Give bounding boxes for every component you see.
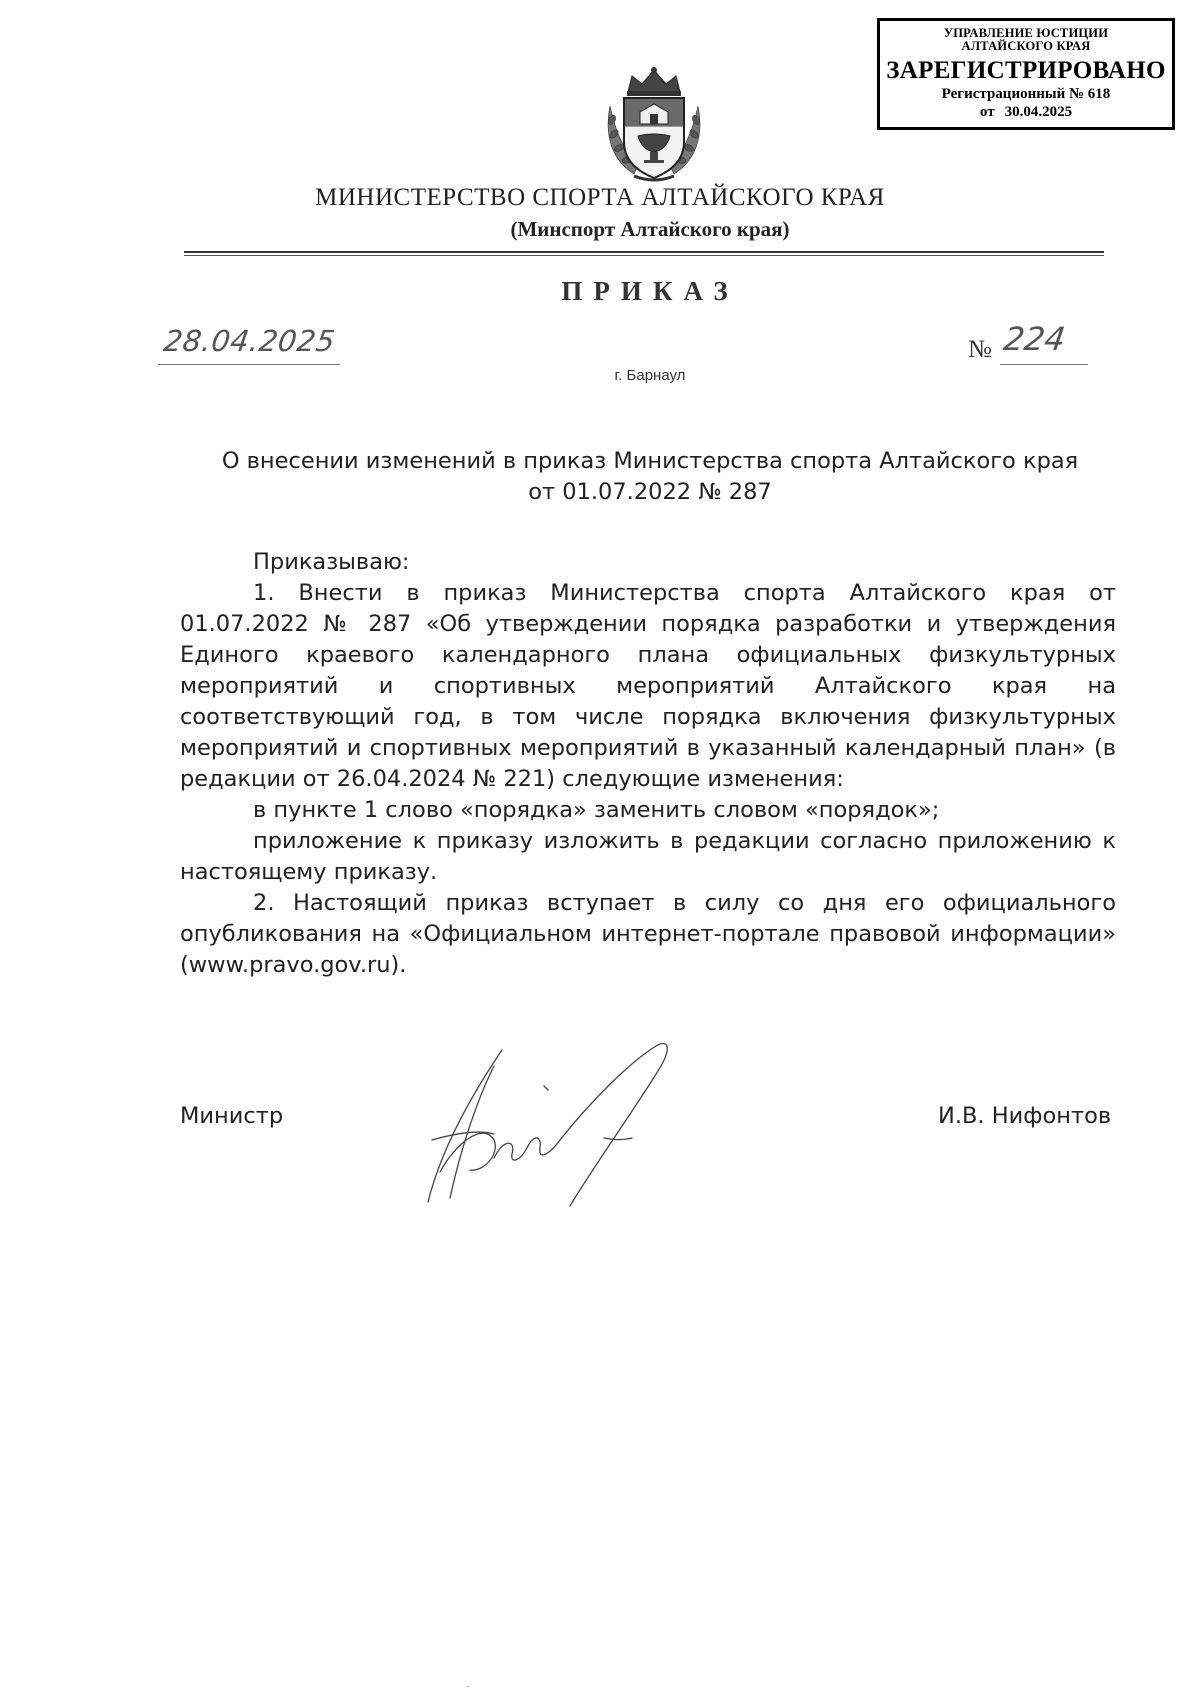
body-paragraph-3: приложение к приказу изложить в редакции согласно приложению к настоящему приказу. <box>180 828 1116 885</box>
header-divider <box>184 251 1104 253</box>
document-title <box>180 446 1120 508</box>
title-line-2: от 01.07.2022 № 287 <box>528 479 772 505</box>
document-date: 28.04.2025 <box>161 324 338 358</box>
ministry-short-name: (Минспорт Алтайского края) <box>510 217 790 241</box>
signer-name: И.В. Нифонтов <box>938 1103 1112 1129</box>
ministry-name: МИНИСТЕРСТВО СПОРТА АЛТАЙСКОГО КРАЯ <box>315 184 885 211</box>
coat-of-arms-emblem <box>594 62 714 186</box>
handwritten-signature <box>420 1022 700 1212</box>
stamp-reg-date-prefix: от <box>979 104 995 120</box>
document-body <box>180 547 1116 981</box>
stamp-reg-number: Регистрационный № 618 <box>941 86 1111 102</box>
scan-speck <box>466 1686 469 1687</box>
stamp-org-line2: АЛТАЙСКОГО КРАЯ <box>961 39 1091 53</box>
body-paragraph-2: в пункте 1 слово «порядка» заменить словом «порядок»; <box>253 797 940 823</box>
body-paragraph-1: 1. Внести в приказ Министерства спорта Алтайского края от 01.07.2022 № 287 «Об утверждении порядка разработки и утверждения Единого краевого календарного плана официальных физкультурных мероприятий и спортивных мероприятий Алтайского края на соответствующий год, в том числе порядка включения физкультурных мероприятий и спортивных мероприятий в указанный календарный план» (в редакции от 26.04.2024 № 221) следующие изменения: <box>180 580 1116 792</box>
stamp-reg-date-row <box>880 104 1172 121</box>
registration-stamp <box>877 18 1175 130</box>
date-underline <box>158 364 340 365</box>
document-number-label: № <box>968 336 992 363</box>
stamp-org-line1: УПРАВЛЕНИЕ ЮСТИЦИИ <box>943 26 1109 40</box>
document-city: г. Барнаул <box>614 367 686 384</box>
stamp-status: ЗАРЕГИСТРИРОВАНО <box>886 57 1166 84</box>
header-divider-thin <box>184 255 1104 256</box>
signer-position: Министр <box>180 1103 284 1129</box>
body-paragraph-4: 2. Настоящий приказ вступает в силу со дня его официального опубликования на «Официальном интернет-портале правовой информации» (www.pravo.gov.ru). <box>180 890 1116 978</box>
document-type: ПРИКАЗ <box>561 276 739 306</box>
document-number: 224 <box>1001 320 1068 358</box>
number-underline <box>1000 364 1088 365</box>
body-order-intro: Приказываю: <box>253 549 410 575</box>
stamp-reg-date: 30.04.2025 <box>1004 104 1073 120</box>
title-line-1: О внесении изменений в приказ Министерства спорта Алтайского края <box>221 448 1079 474</box>
